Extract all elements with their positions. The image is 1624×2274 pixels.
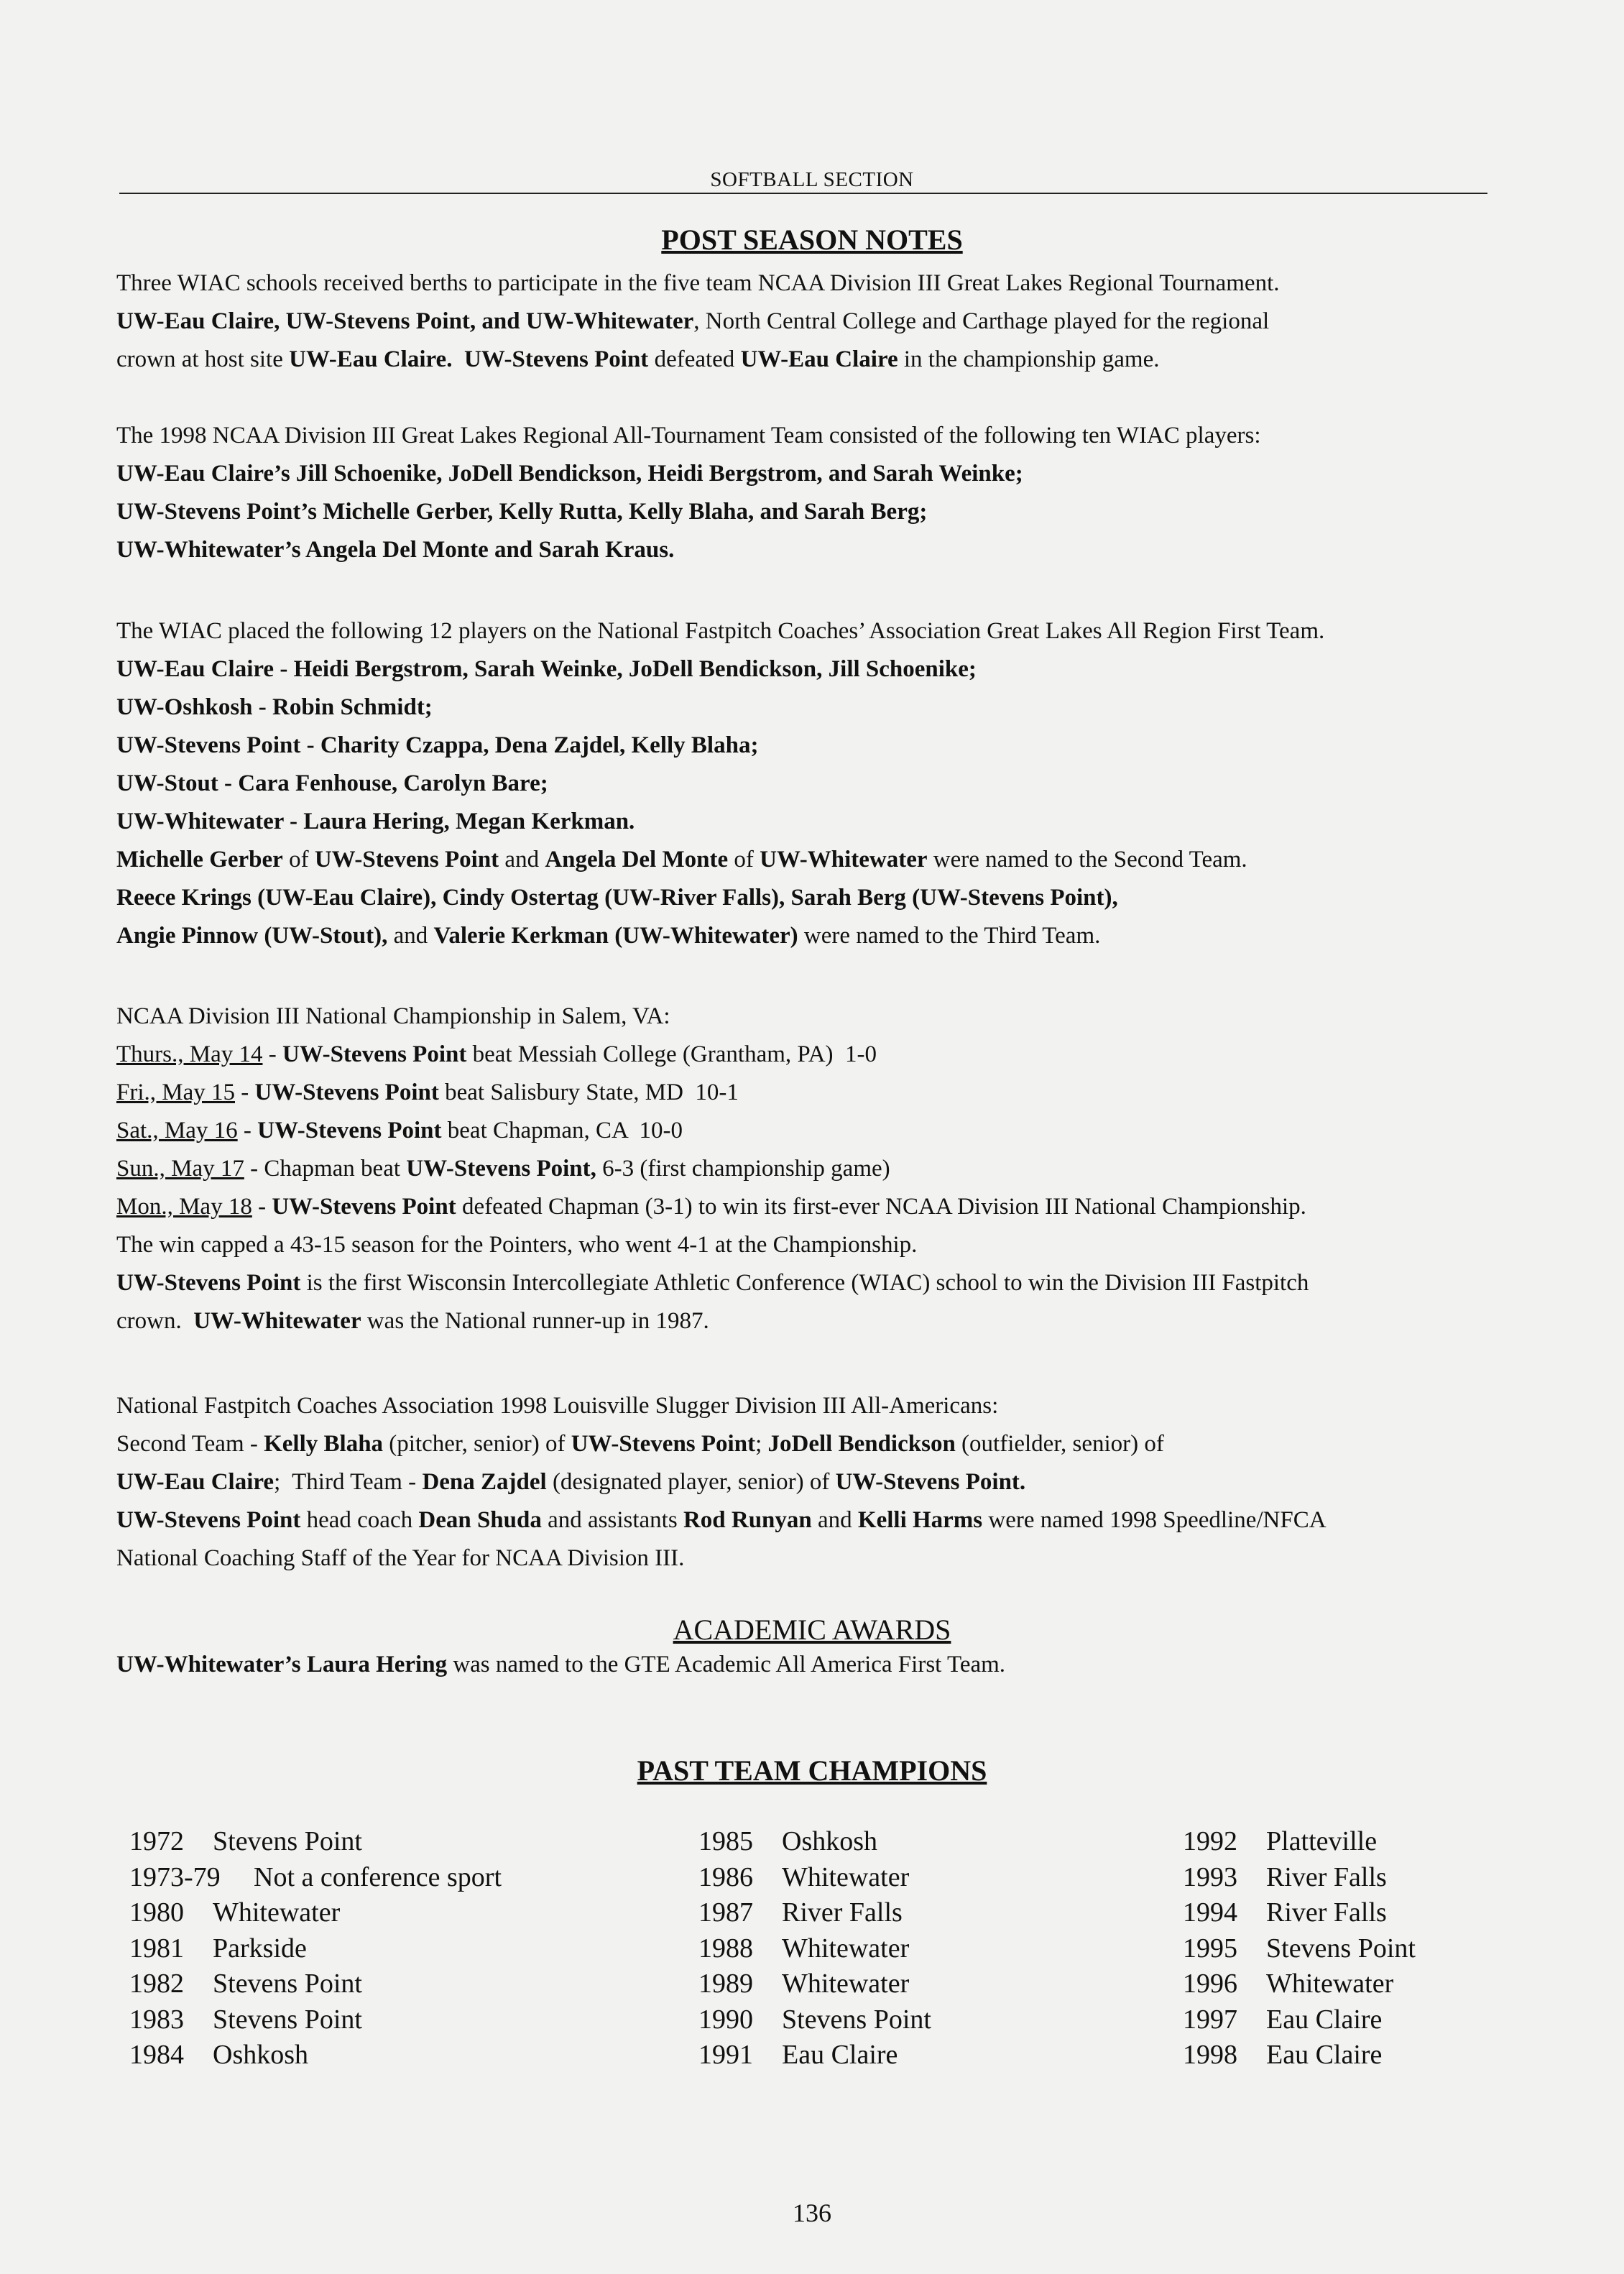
text-line: Second Team - Kelly Blaha (pitcher, senior) of UW-Stevens Point; JoDell Bendickson (outfielder, senior) of [116,1431,1164,1457]
text-line: UW-Stevens Point head coach Dean Shuda and assistants Rod Runyan and Kelli Harms were named 1998 Speedline/NFCA [116,1507,1327,1533]
champion-row: 1986 Whitewater [698,1861,910,1892]
champion-row: 1998 Eau Claire [1183,2040,1383,2070]
champion-row: 1981 Parkside [129,1933,307,1964]
text-line: crown. UW-Whitewater was the National runner-up in 1987. [116,1308,709,1334]
text-line: Michelle Gerber of UW-Stevens Point and Angela Del Monte of UW-Whitewater were named to the Second Team. [116,847,1247,873]
champion-row: 1996 Whitewater [1183,1969,1394,1999]
champion-row: 1984 Oshkosh [129,2040,309,2070]
game-result-line: Fri., May 15 - UW-Stevens Point beat Salisbury State, MD 10-1 [116,1080,739,1105]
champion-row: 1980 Whitewater [129,1897,341,1928]
champion-row: 1989 Whitewater [698,1969,910,1999]
post-season-paragraph-3 [116,612,1539,955]
text-line: UW-Stevens Point’s Michelle Gerber, Kelly Rutta, Kelly Blaha, and Sarah Berg; [116,499,928,525]
text-line: UW-Eau Claire, UW-Stevens Point, and UW-Whitewater, North Central College and Carthage played for the regional [116,308,1270,334]
text-line: National Fastpitch Coaches Association 1998 Louisville Slugger Division III All-Americans: [116,1393,999,1419]
champion-row: 1990 Stevens Point [698,2004,931,2035]
text-line: The win capped a 43-15 season for the Pointers, who went 4-1 at the Championship. [116,1232,918,1258]
champion-row: 1983 Stevens Point [129,2004,362,2035]
text-line: crown at host site UW-Eau Claire. UW-Stevens Point defeated UW-Eau Claire in the championship game. [116,346,1160,372]
post-season-paragraph-1 [116,264,1539,379]
text-line: UW-Oshkosh - Robin Schmidt; [116,694,433,720]
champion-row: 1987 River Falls [698,1897,903,1928]
text-line: UW-Eau Claire - Heidi Bergstrom, Sarah Weinke, JoDell Bendickson, Jill Schoenike; [116,656,977,682]
text-line: UW-Eau Claire; Third Team - Dena Zajdel (designated player, senior) of UW-Stevens Point. [116,1469,1026,1495]
academic-awards-text [116,1646,1539,1684]
past-champions-title: PAST TEAM CHAMPIONS [637,1754,987,1787]
champions-list [129,1824,1495,2083]
game-result-line: Sun., May 17 - Chapman beat UW-Stevens Point, 6-3 (first championship game) [116,1156,890,1182]
academic-awards-title: ACADEMIC AWARDS [673,1614,951,1646]
champion-row: 1982 Stevens Point [129,1969,362,1999]
text-line: National Coaching Staff of the Year for NCAA Division III. [116,1545,685,1571]
champion-row: 1993 River Falls [1183,1861,1387,1892]
game-result-line: Sat., May 16 - UW-Stevens Point beat Chapman, CA 10-0 [116,1118,683,1143]
text-line: NCAA Division III National Championship in Salem, VA: [116,1003,670,1029]
post-season-paragraph-5 [116,1387,1539,1578]
champion-row: 1995 Stevens Point [1183,1933,1416,1964]
champion-row: 1994 River Falls [1183,1897,1387,1928]
game-result-line: Mon., May 18 - UW-Stevens Point defeated Chapman (3-1) to win its first-ever NCAA Division III National Championship. [116,1194,1306,1220]
header-rule [119,193,1487,194]
text-line: UW-Whitewater’s Angela Del Monte and Sarah Kraus. [116,537,675,563]
post-season-title: POST SEASON NOTES [661,224,963,256]
champions-column [129,1824,502,2073]
text-line: UW-Stevens Point - Charity Czappa, Dena Zajdel, Kelly Blaha; [116,732,759,758]
champion-row: 1997 Eau Claire [1183,2004,1383,2035]
text-line: UW-Whitewater - Laura Hering, Megan Kerkman. [116,809,635,834]
text-line: UW-Stout - Cara Fenhouse, Carolyn Bare; [116,770,548,796]
text-line: UW-Eau Claire’s Jill Schoenike, JoDell Bendickson, Heidi Bergstrom, and Sarah Weinke; [116,461,1023,487]
champions-column [1183,1824,1416,2073]
section-header: SOFTBALL SECTION [710,168,914,191]
post-season-paragraph-4 [116,998,1539,1340]
text-line: UW-Whitewater’s Laura Hering was named to the GTE Academic All America First Team. [116,1652,1006,1677]
text-line: The 1998 NCAA Division III Great Lakes Regional All-Tournament Team consisted of the following ten WIAC players: [116,423,1261,448]
champion-row: 1972 Stevens Point [129,1826,362,1856]
game-result-line: Thurs., May 14 - UW-Stevens Point beat Messiah College (Grantham, PA) 1-0 [116,1041,877,1067]
champion-row: 1988 Whitewater [698,1933,910,1964]
text-line: Angie Pinnow (UW-Stout), and Valerie Kerkman (UW-Whitewater) were named to the Third Team. [116,923,1101,949]
champion-row: 1985 Oshkosh [698,1826,878,1856]
text-line: Three WIAC schools received berths to participate in the five team NCAA Division III Great Lakes Regional Tournament. [116,270,1280,296]
champion-row: 1991 Eau Claire [698,2040,898,2070]
text-line: The WIAC placed the following 12 players on the National Fastpitch Coaches’ Association Great Lakes All Region First Team. [116,618,1325,644]
post-season-paragraph-2 [116,417,1539,569]
champion-row: 1973-79 Not a conference sport [129,1861,502,1892]
champions-column [698,1824,931,2073]
page-number: 136 [793,2199,831,2227]
text-line: Reece Krings (UW-Eau Claire), Cindy Ostertag (UW-River Falls), Sarah Berg (UW-Stevens Point), [116,885,1118,911]
champion-row: 1992 Platteville [1183,1826,1378,1856]
text-line: UW-Stevens Point is the first Wisconsin Intercollegiate Athletic Conference (WIAC) school to win the Division III Fastpitch [116,1270,1309,1296]
